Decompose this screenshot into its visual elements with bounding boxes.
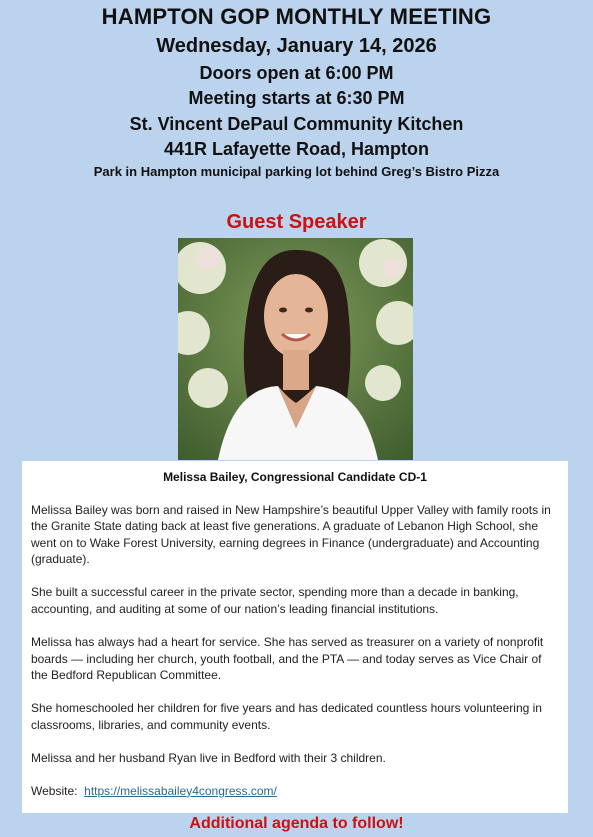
bio-paragraph-2: She built a successful career in the private sector, spending more than a decade in banking, accounting, and auditing at some of our nation’s leading financial institutions. [31,585,519,616]
doors-open-time: Doors open at 6:00 PM [199,63,394,83]
bio-paragraph-3: Melissa has always had a heart for service. She has served as treasurer on a variety of nonprofit boards — including her church, youth football, and the PTA — and today serves as Vice Chair of the Bedford Republican Committee. [31,634,544,683]
parking-info: Park in Hampton municipal parking lot behind Greg’s Bistro Pizza [93,164,500,179]
bio-paragraph-1: Melissa Bailey was born and raised in New Hampshire’s beautiful Upper Valley with family roots in the Granite State dating back at least five generations. A graduate of Lebanon High School, she went on to Wake Forest University, earning degrees in Finance (undergraduate) and Accounting (graduate). [31,502,551,567]
venue-name: St. Vincent DePaul Community Kitchen [129,114,464,134]
website-line [31,783,559,800]
speaker-name: Melissa Bailey, Congressional Candidate CD-1 [163,470,427,484]
speaker-bio-card [22,461,568,813]
venue-address: 441R Lafayette Road, Hampton [163,139,430,159]
meeting-date: Wednesday, January 14, 2026 [156,35,437,57]
website-label: Website: [31,783,78,798]
website-link[interactable]: https://melissabailey4congress.com/ [84,783,277,798]
meeting-title: HAMPTON GOP MONTHLY MEETING [101,4,492,29]
meeting-start-time: Meeting starts at 6:30 PM [188,88,405,108]
speaker-photo [178,238,413,460]
guest-speaker-heading: Guest Speaker [226,211,367,233]
bio-paragraph-4: She homeschooled her children for five years and has dedicated countless hours volunteering in classrooms, libraries, and community events. [31,701,542,732]
bio-paragraph-5: Melissa and her husband Ryan live in Bedford with their 3 children. [31,750,386,765]
additional-agenda-note: Additional agenda to follow! [189,815,404,832]
